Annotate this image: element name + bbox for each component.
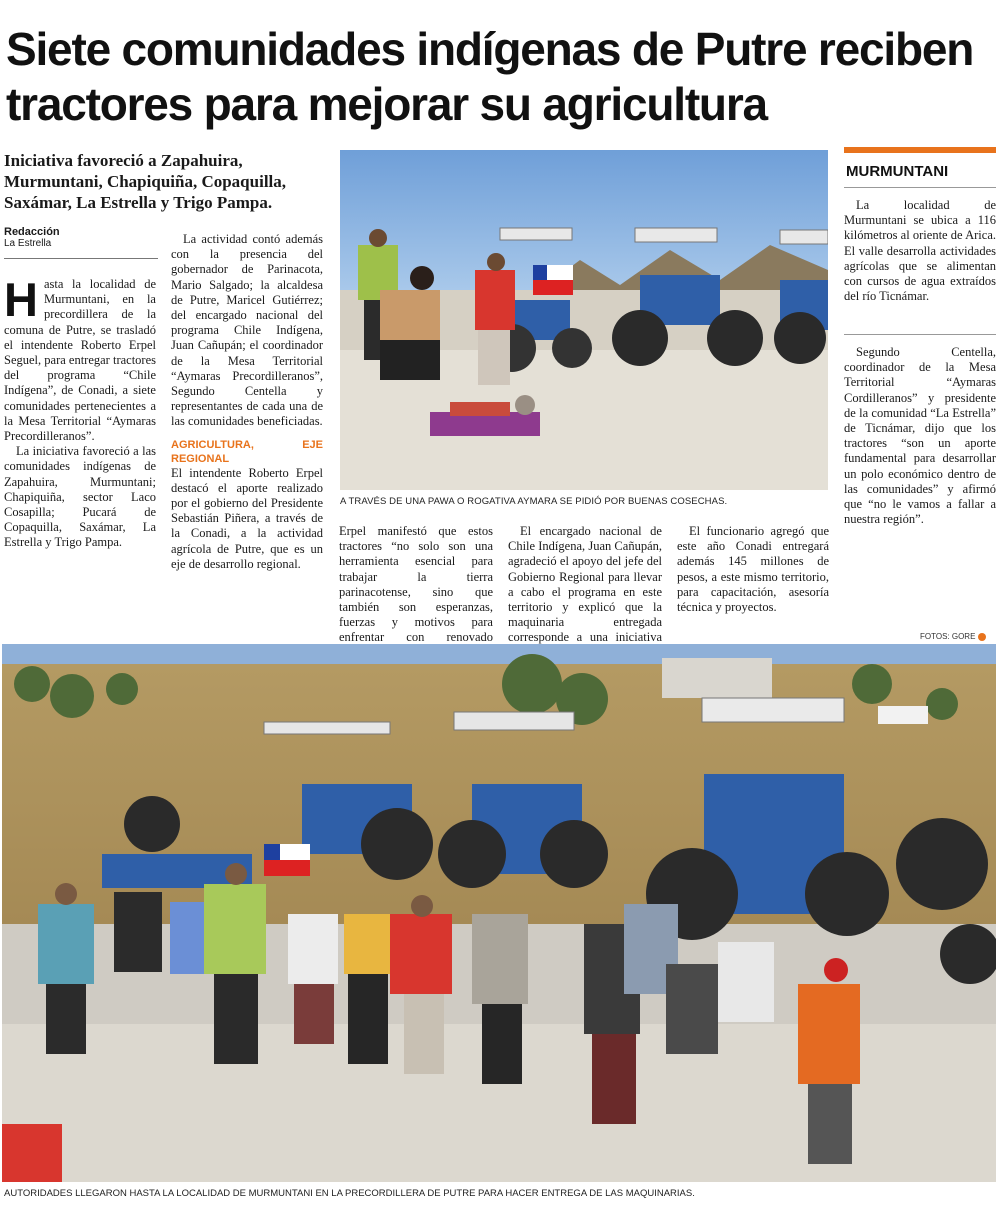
subhead: Iniciativa favoreció a Zapahuira, Murmuntani, Chapiquiña, Copaquilla, Saxámar, La Estrella y Trigo Pampa.: [4, 151, 287, 212]
group-photo-illustration: [2, 644, 996, 1182]
sidebar-accent-bar: [844, 147, 996, 153]
byline-location: La Estrella: [4, 238, 52, 249]
sidebar-text: La localidad de Murmuntani se ubica a 116 kilómetros al oriente de Arica. El valle desarrolla actividades agrícolas que se alimentan con cursos de agua extraídos del río Ticnámar.: [844, 198, 996, 304]
end-mark-icon: [978, 633, 986, 641]
section-heading: AGRICULTURA, EJE REGIONAL: [171, 438, 323, 465]
group-photo: [2, 644, 996, 1182]
drop-cap: H: [4, 273, 38, 326]
article-column-1: [4, 273, 157, 551]
ceremony-photo-caption: A TRAVÉS DE UNA PAWA O ROGATIVA AYMARA SE PIDIÓ POR BUENAS COSECHAS.: [340, 496, 728, 507]
article-paragraph: Segundo Centella, coordinador de la Mesa Territorial “Aymaras Cordilleranos” y presidente de la comunidad “La Estrella” de Ticnámar, dijo que los tractores “son un aporte fundamental para desarrollar un polo económico dentro de las comunidades” y afirmó que “no le vamos a fallar a nuestra región”.: [844, 345, 996, 527]
sidebar-bottom-divider: [844, 334, 996, 335]
article-paragraph: Hasta la localidad de Murmuntani, en la precordillera de la comuna de Putre, se trasladó el intendente Roberto Erpel Seguel, para entregar tractores del programa “Chile Indígena”, de Conadi, a siete comunidades pertenecientes a la Mesa Territorial “Aymaras Precordilleranos”.: [4, 273, 157, 444]
headline: Siete comunidades indígenas de Putre reciben tractores para mejorar su agricultura: [6, 23, 974, 130]
byline: [4, 226, 60, 249]
article-paragraph: El encargado nacional de Chile Indígena, Juan Cañupán, agradeció el apoyo del jefe del Gobierno Regional para llevar a cabo el programa en este territorio y explicó que la maquinaria entregada corresponde a una iniciativa: [508, 524, 662, 645]
article-paragraph: La actividad contó además con la presencia del gobernador de Parinacota, Mario Salgado; la alcaldesa de Putre, Maricel Gutiérrez; del encargado nacional del programa Chile Indígena, Juan Cañupán; el coordinador de la Mesa Territorial “Aymaras Precordilleranos”, Segundo Centella y representantes de cada una de las comunidades beneficiadas.: [171, 232, 323, 429]
article-column-5: [677, 524, 829, 615]
photo-credit: FOTOS: GORE: [920, 632, 986, 641]
group-photo-caption: AUTORIDADES LLEGARON HASTA LA LOCALIDAD DE MURMUNTANI EN LA PRECORDILLERA DE PUTRE PARA HACER ENTREGA DE LAS MAQUINARIAS.: [4, 1188, 695, 1199]
article-paragraph: La iniciativa favoreció a las comunidades indígenas de Zapahuira, Murmuntani; Chapiquiña, sector Laco Cosapilla; Pucará de Copaquilla, Saxámar, La Estrella y Trigo Pampa.: [4, 444, 156, 550]
sidebar-title: MURMUNTANI: [846, 163, 949, 180]
article-column-2: [171, 232, 323, 572]
byline-author: Redacción: [4, 226, 60, 238]
ceremony-photo-illustration: [340, 150, 828, 490]
sidebar-divider: [844, 187, 996, 188]
byline-divider: [4, 258, 158, 259]
article-paragraph: Erpel manifestó que estos tractores “no solo son una herramienta esencial para trabajar la tierra parinacotense, sino que también son esperanzas, fuerzas y motivos para enfrentar con renovado: [339, 524, 493, 645]
article-paragraph: El intendente Roberto Erpel destacó el aporte realizado por el gobierno del Presidente Sebastián Piñera, a través de la Conadi, a la actividad agrícola de Putre, que es un eje de desarrollo regional.: [171, 465, 323, 571]
ceremony-photo: [340, 150, 828, 490]
article-paragraph: El funcionario agregó que este año Conadi entregará además 145 millones de pesos, a este mismo territorio, para capacitación, asesoría técnica y proyectos.: [677, 524, 829, 615]
article-column-6: [844, 345, 996, 527]
